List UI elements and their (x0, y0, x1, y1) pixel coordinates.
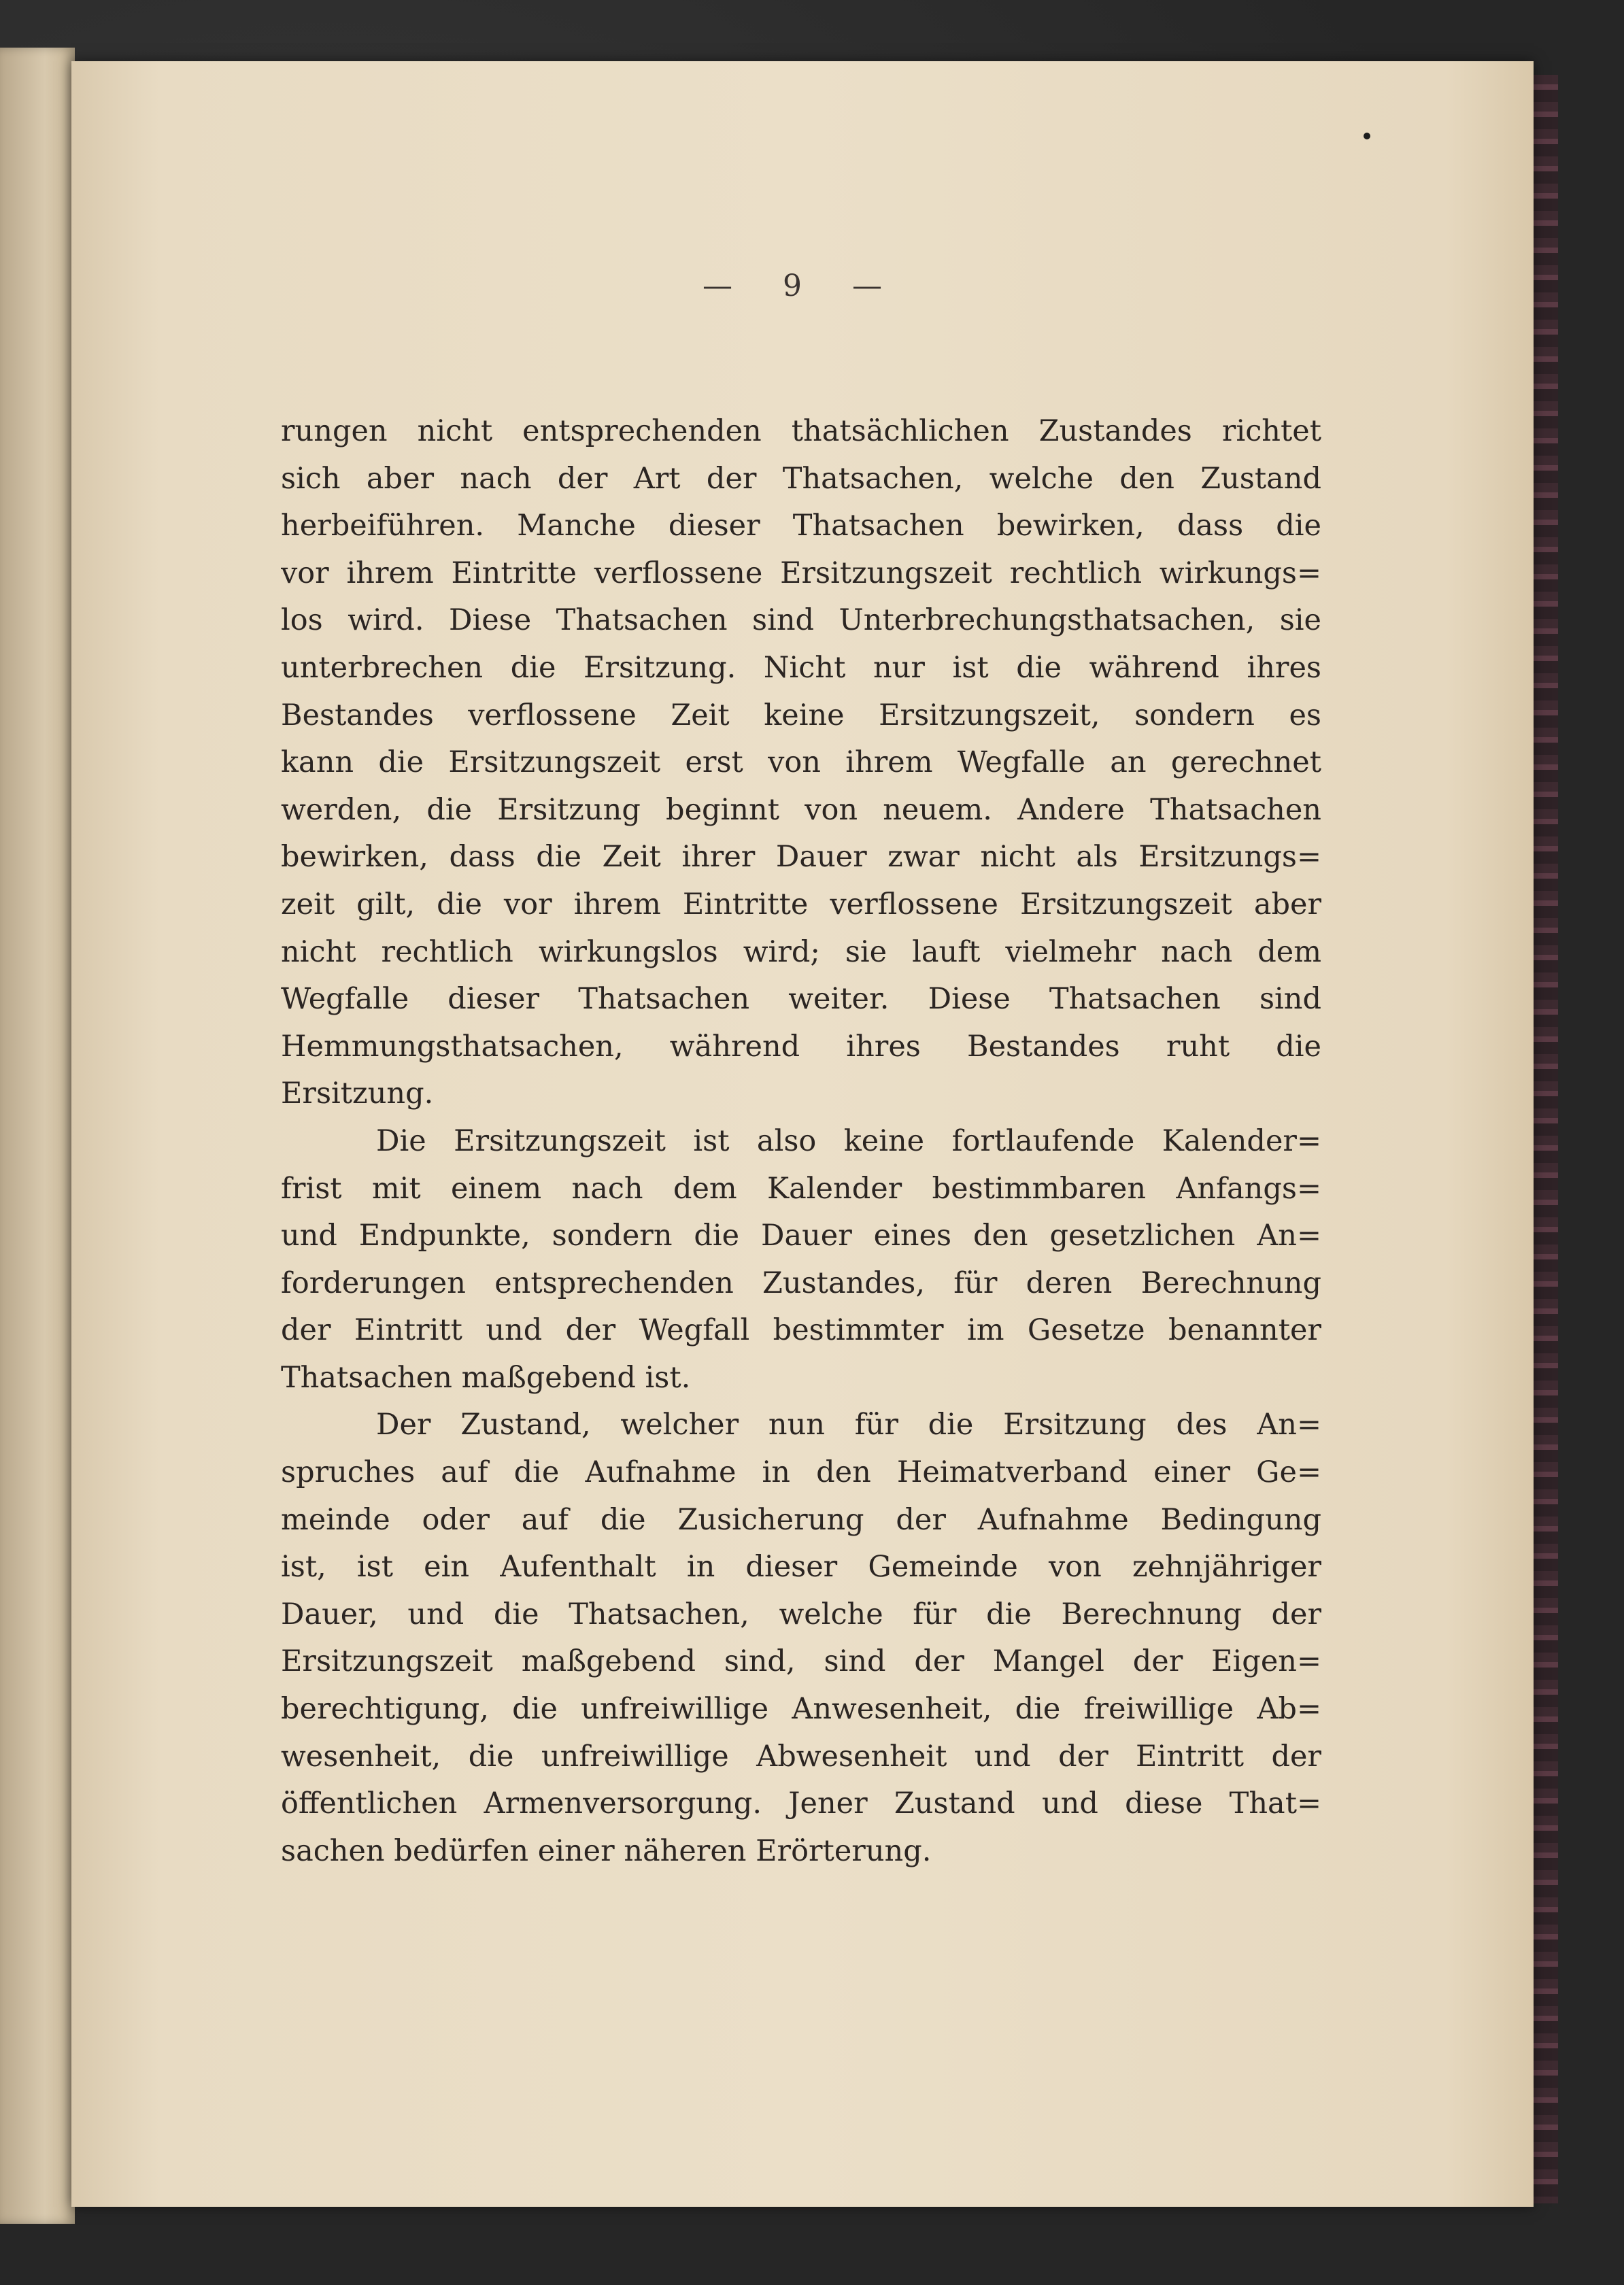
text-line: Dauer, und die Thatsachen, welche für die Berechnung der (281, 1597, 1321, 1631)
text-line: Ersitzungszeit maßgebend sind, sind der Mangel der Eigen= (281, 1644, 1321, 1679)
paragraph (281, 1402, 1321, 1875)
text-line: berechtigung, die unfreiwillige Anwesenheit, die freiwillige Ab= (281, 1692, 1321, 1727)
text-line: sich aber nach der Art der Thatsachen, welche den Zustand (281, 461, 1321, 496)
page-text (281, 408, 1321, 1875)
text-line: nicht rechtlich wirkungslos wird; sie lauft vielmehr nach dem (281, 934, 1321, 969)
text-line: Thatsachen maßgebend ist. (281, 1360, 691, 1395)
text-line: Ersitzung. (281, 1077, 434, 1111)
text-line: ist, ist ein Aufenthalt in dieser Gemeinde von zehnjähriger (281, 1550, 1321, 1585)
dust-speck (1364, 133, 1370, 139)
text-line: und Endpunkte, sondern die Dauer eines den gesetzlichen An= (281, 1219, 1321, 1253)
text-line: Der Zustand, welcher nun für die Ersitzung des An= (376, 1408, 1321, 1442)
left-page-edge (0, 48, 75, 2224)
text-line: Wegfalle dieser Thatsachen weiter. Diese Thatsachen sind (281, 982, 1321, 1017)
text-line: Hemmungsthatsachen, während ihres Bestandes ruht die (281, 1029, 1321, 1064)
page-number: — 9 — (703, 269, 902, 303)
text-line: sachen bedürfen einer näheren Erörterung. (281, 1833, 932, 1868)
text-line: rungen nicht entsprechenden thatsächlichen Zustandes richtet (281, 414, 1321, 448)
book-page (71, 61, 1534, 2207)
text-line: werden, die Ersitzung beginnt von neuem. Andere Thatsachen (281, 792, 1321, 827)
text-line: kann die Ersitzungszeit erst von ihrem Wegfalle an gerechnet (281, 745, 1321, 780)
text-line: zeit gilt, die vor ihrem Eintritte verflossene Ersitzungszeit aber (281, 887, 1321, 921)
text-line: der Eintritt und der Wegfall bestimmter im Gesetze benannter (281, 1313, 1321, 1348)
text-line: meinde oder auf die Zusicherung der Aufnahme Bedingung (281, 1502, 1321, 1537)
text-line: frist mit einem nach dem Kalender bestimmbaren Anfangs= (281, 1171, 1321, 1206)
text-line: spruches auf die Aufnahme in den Heimatverband einer Ge= (281, 1455, 1321, 1490)
text-line: Bestandes verflossene Zeit keine Ersitzungszeit, sondern es (281, 698, 1321, 732)
text-line: Die Ersitzungszeit ist also keine fortlaufende Kalender= (376, 1123, 1321, 1158)
text-line: bewirken, dass die Zeit ihrer Dauer zwar nicht als Ersitzungs= (281, 840, 1321, 875)
paragraph (281, 408, 1321, 1118)
text-line: forderungen entsprechenden Zustandes, für deren Berechnung (281, 1266, 1321, 1300)
text-line: los wird. Diese Thatsachen sind Unterbrechungsthatsachen, sie (281, 603, 1321, 638)
text-line: vor ihrem Eintritte verflossene Ersitzungszeit rechtlich wirkungs= (281, 556, 1321, 590)
text-line: unterbrechen die Ersitzung. Nicht nur ist die während ihres (281, 650, 1321, 685)
text-line: öffentlichen Armenversorgung. Jener Zustand und diese That= (281, 1787, 1321, 1821)
paragraph (281, 1118, 1321, 1402)
text-line: herbeiführen. Manche dieser Thatsachen bewirken, dass die (281, 509, 1321, 543)
text-line: wesenheit, die unfreiwillige Abwesenheit und der Eintritt der (281, 1739, 1321, 1774)
